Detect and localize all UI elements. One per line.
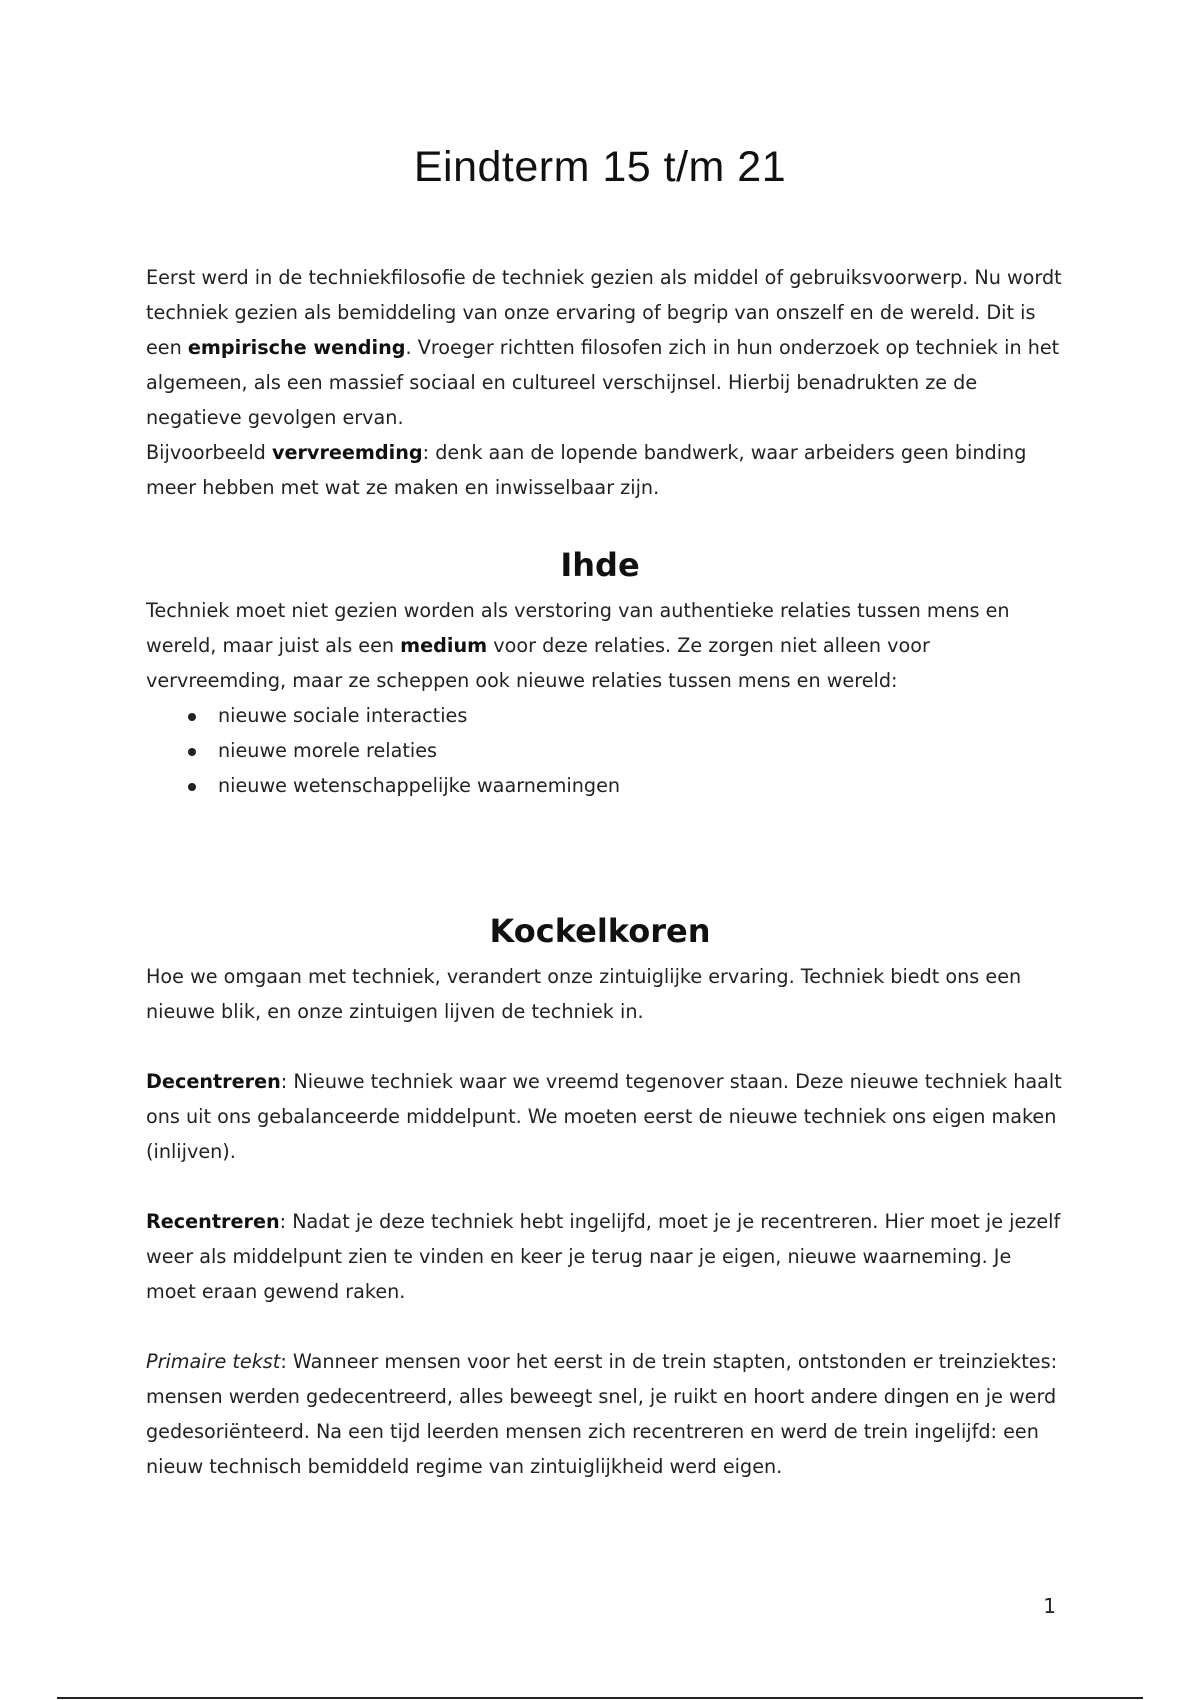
kockelkoren-intro-paragraph: Hoe we omgaan met techniek, verandert onze zintuiglijke ervaring. Techniek biedt ons een nieuwe blik, en onze zintuigen lijven de techniek in. — [146, 965, 1022, 1023]
bullet-icon — [188, 783, 196, 791]
bullet-icon — [188, 748, 196, 756]
list-item: nieuwe morele relaties — [146, 733, 1066, 768]
primaire-tekst-paragraph: Primaire tekst: Wanneer mensen voor het eerst in de trein stapten, ontstonden er treinziektes: mensen werden gedecentreerd, alles beweegt snel, je ruikt en hoort andere dingen en je werd gedesoriënteerd. Na een tijd leerden mensen zich recentreren en werd de trein ingelijfd: een nieuw technisch bemiddeld regime van zintuiglijkheid werd eigen. — [146, 1350, 1058, 1478]
list-item: nieuwe wetenschappelijke waarnemingen — [146, 768, 1066, 803]
recentreren-paragraph: Recentreren: Nadat je deze techniek hebt ingelijfd, moet je je recentreren. Hier moet je jezelf weer als middelpunt zien te vinden en keer je terug naar je eigen, nieuwe waarneming. Je moet eraan gewend raken. — [146, 1210, 1061, 1303]
footer-divider — [57, 1697, 1143, 1699]
page-title: Eindterm 15 t/m 21 — [413, 143, 787, 191]
heading-kockelkoren: Kockelkoren — [489, 912, 711, 950]
bullet-icon — [188, 713, 196, 721]
intro-paragraph: Eerst werd in de techniekfilosofie de techniek gezien als middel of gebruiksvoorwerp. Nu wordt techniek gezien als bemiddeling van onze ervaring of begrip van onszelf en de wereld. Dit is een empirische wending. Vroeger richtten filosofen zich in hun onderzoek op techniek in het algemeen, als een massief sociaal en cultureel verschijnsel. Hierbij benadrukten ze de negatieve gevolgen ervan. — [146, 266, 1062, 429]
kockelkoren-section — [146, 959, 1066, 1484]
term-decentreren: Decentreren — [146, 1070, 281, 1093]
term-medium: medium — [400, 634, 488, 657]
heading-ihde: Ihde — [560, 546, 640, 584]
ihde-section — [146, 593, 1066, 803]
primaire-tekst-label: Primaire tekst — [146, 1350, 281, 1373]
term-recentreren: Recentreren — [146, 1210, 280, 1233]
term-vervreemding: vervreemding — [271, 441, 423, 464]
list-item: nieuwe sociale interacties — [146, 698, 1066, 733]
intro-section — [146, 260, 1066, 505]
intro-example-paragraph: Bijvoorbeeld vervreemding: denk aan de lopende bandwerk, waar arbeiders geen binding meer hebben met wat ze maken en inwisselbaar zijn. — [146, 441, 1027, 499]
decentreren-paragraph: Decentreren: Nieuwe techniek waar we vreemd tegenover staan. Deze nieuwe techniek haalt ons uit ons gebalanceerde middelpunt. We moeten eerst de nieuwe techniek ons eigen maken (inlijven). — [146, 1070, 1062, 1163]
ihde-bullet-list — [146, 698, 1066, 803]
page-number: 1 — [1043, 1594, 1056, 1618]
ihde-paragraph: Techniek moet niet gezien worden als verstoring van authentieke relaties tussen mens en wereld, maar juist als een medium voor deze relaties. Ze zorgen niet alleen voor vervreemding, maar ze scheppen ook nieuwe relaties tussen mens en wereld: — [146, 599, 1010, 692]
term-empirische-wending: empirische wending — [187, 336, 406, 359]
